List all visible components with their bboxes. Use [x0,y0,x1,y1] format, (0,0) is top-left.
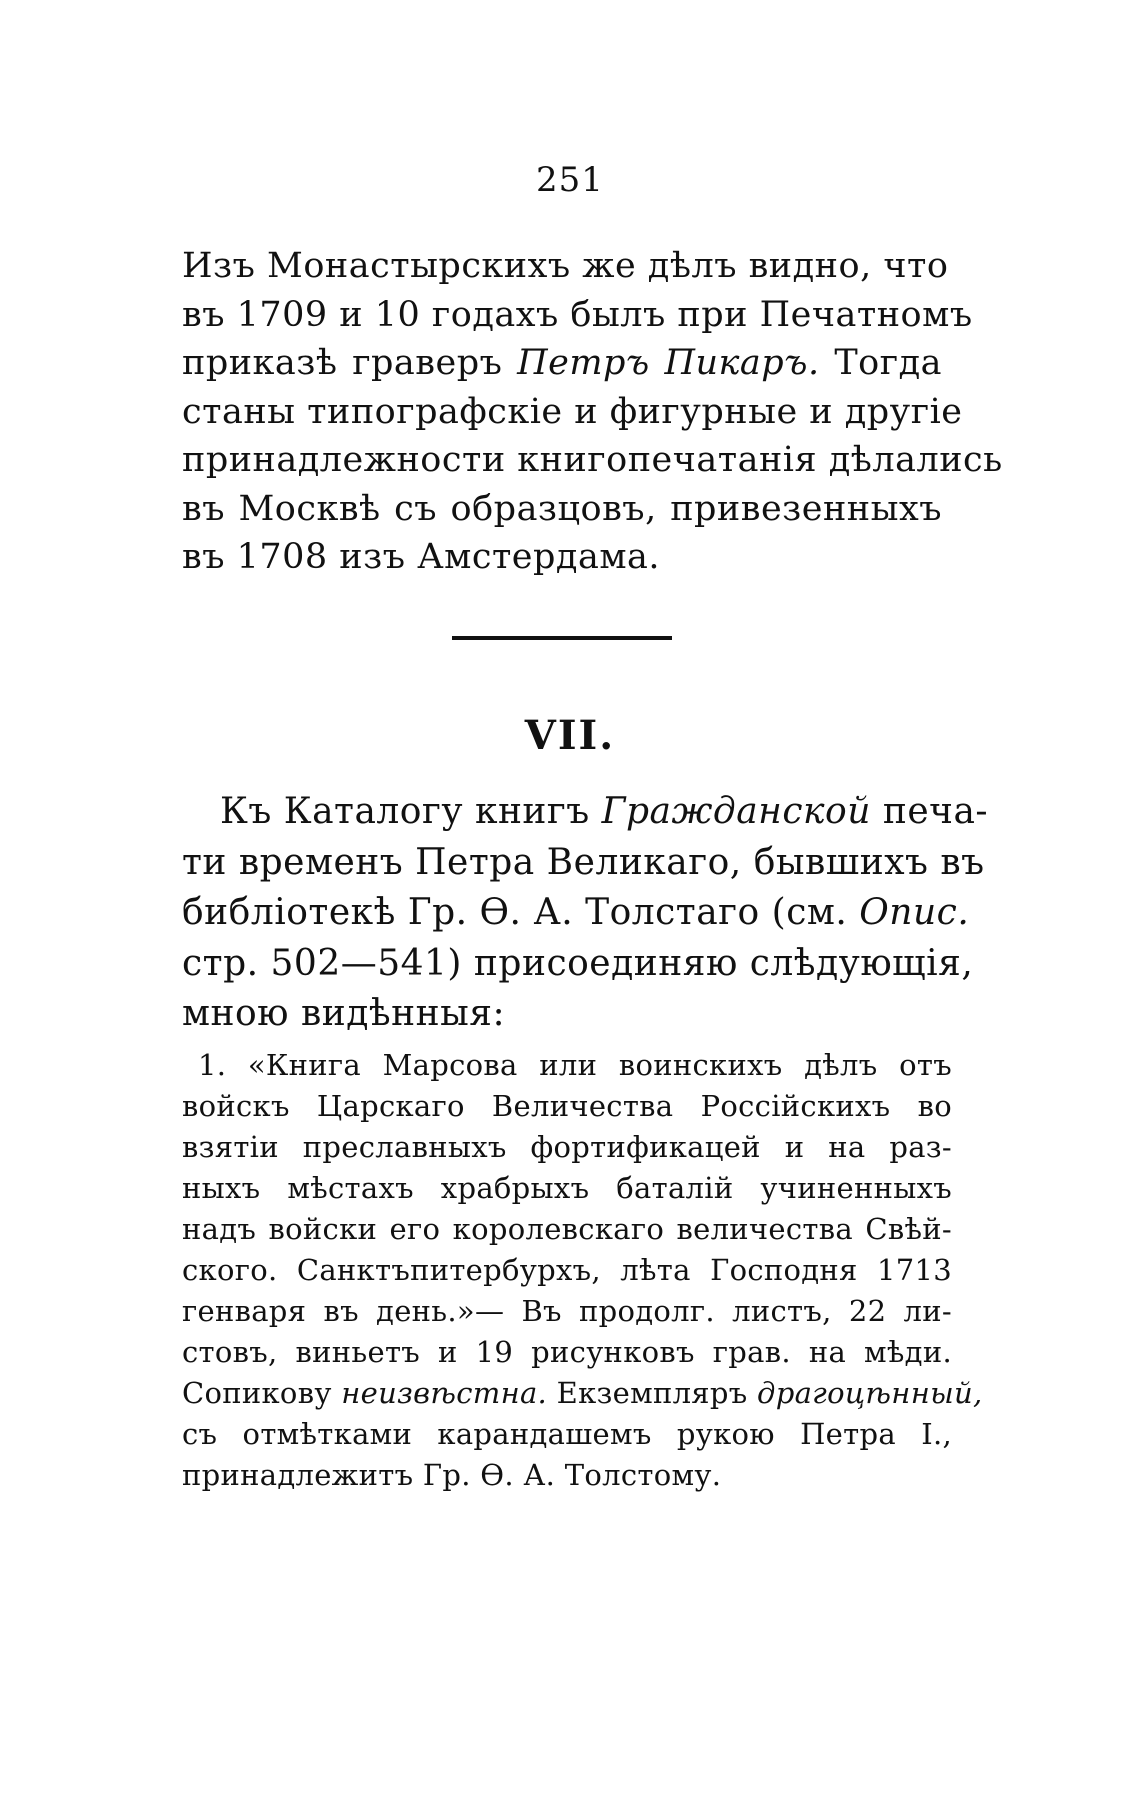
text-line: стр. 502—541) присоединяю слѣдующія, [182,942,974,984]
text-line: взятіи преславныхъ фортификацей и на раз- [182,1130,952,1164]
text-line: въ 1709 и 10 годахъ былъ при Печатномъ [182,294,973,335]
text-line: 1. «Книга Марсова или воинскихъ дѣлъ отъ [198,1048,952,1082]
italic-text: Гражданской [601,791,871,832]
text-line: ныхъ мѣстахъ храбрыхъ баталій учиненныхъ [182,1171,952,1205]
paragraph-catalog-intro [182,787,989,1040]
text-line: генваря въ день.»— Въ продолг. листъ, 22 ли- [182,1294,952,1328]
section-heading: VII. [524,712,616,759]
text-line: войскъ Царскаго Величества Россійскихъ во [182,1089,952,1123]
paragraph-printing-office [182,242,1003,582]
text-line: мною видѣнныя: [182,993,506,1034]
text-line: приказѣ граверъ Петръ Пикаръ. Тогда [182,343,943,383]
italic-text: неизвѣстна. [341,1376,548,1410]
text-line: библіотекѣ Гр. Ѳ. А. Толстаго (см. Опис. [182,892,970,933]
page-number: 251 [536,160,604,200]
text-line: въ Москвѣ съ образцовъ, привезенныхъ [182,488,942,529]
text-line: съ отмѣтками карандашемъ рукою Петра I., [182,1417,952,1451]
text-line: станы типографскіе и фигурные и другіе [182,391,963,432]
italic-text: Петръ Пикаръ. [517,343,820,383]
text-line: надъ войски его королевскаго величества Свѣй- [182,1212,952,1246]
text-line: ского. Санктъпитербурхъ, лѣта Господня 1713 [182,1253,952,1287]
italic-text: Опис. [859,892,970,933]
italic-text: драгоцѣнный, [757,1376,983,1410]
section-divider [452,636,672,640]
text-line: Изъ Монастырскихъ же дѣлъ видно, что [182,246,949,286]
text-line: въ 1708 изъ Амстердама. [182,537,661,577]
text-line: Къ Каталогу книгъ Гражданской печа- [220,791,989,832]
text-line: стовъ, виньетъ и 19 рисунковъ грав. на мѣди. [182,1335,952,1369]
text-line: принадлежности книгопечатанія дѣлались [182,440,1003,480]
catalog-entry-1 [182,1045,983,1496]
text-line: принадлежитъ Гр. Ѳ. А. Толстому. [182,1458,722,1492]
text-line: ти временъ Петра Великаго, бывшихъ въ [182,841,985,883]
text-line: Сопикову неизвѣстна. Екземпляръ драгоцѣнный, [182,1376,983,1410]
